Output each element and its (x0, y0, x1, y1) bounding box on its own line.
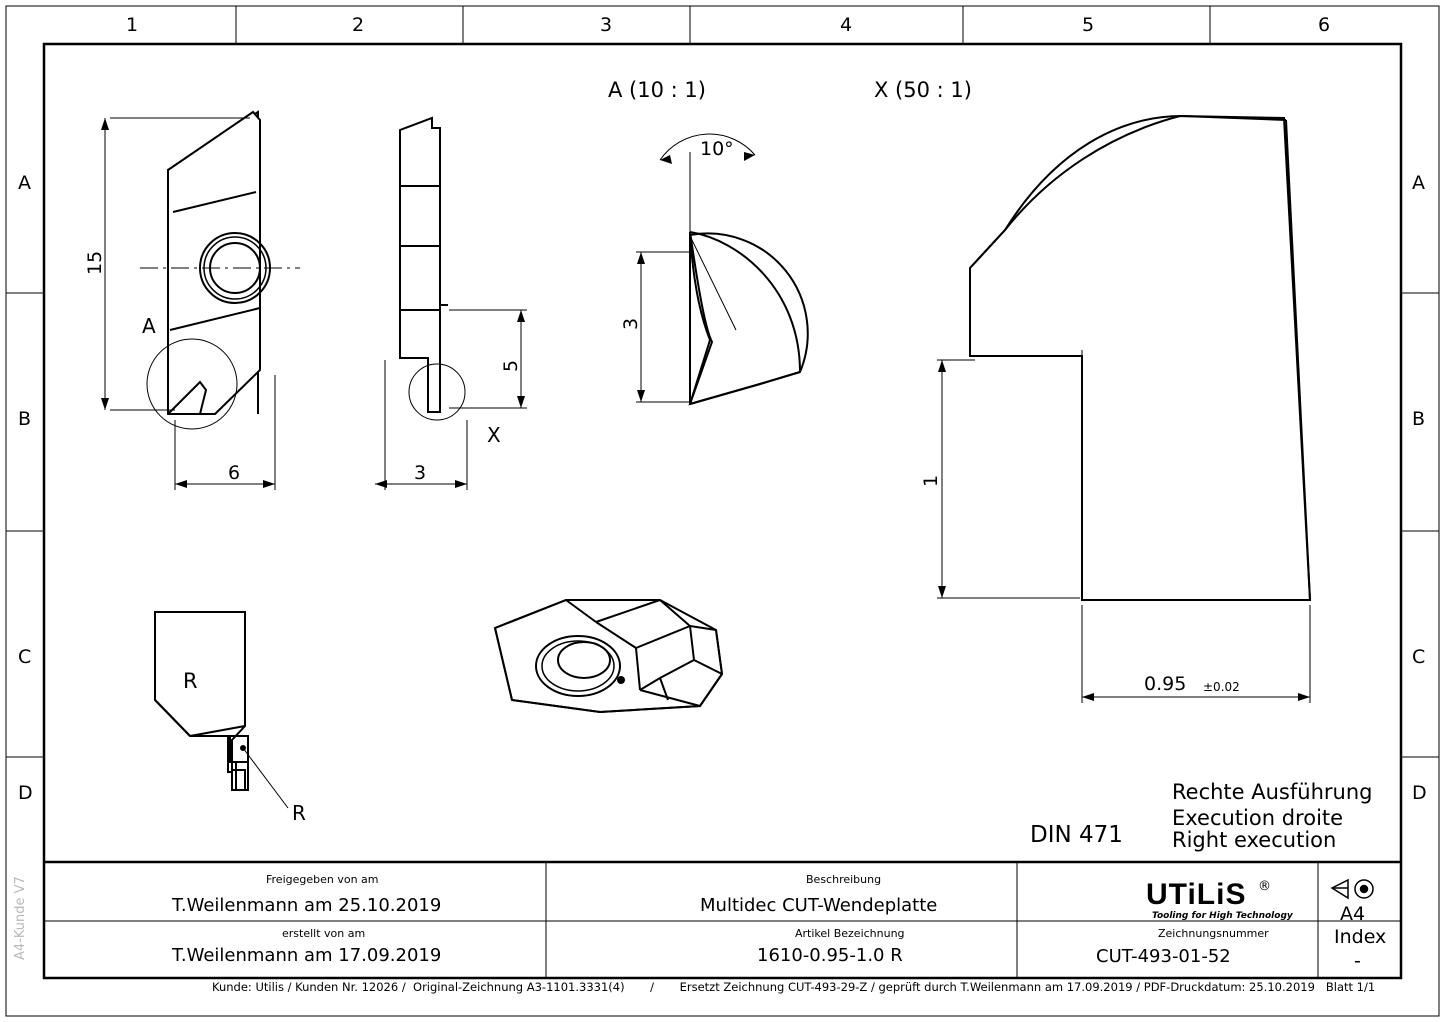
title-released-value: T.Weilenmann am 25.10.2019 (172, 895, 442, 916)
callout-label-x: X (487, 423, 501, 447)
zone-letter-a-right: A (1412, 172, 1425, 194)
detail-a-geometry (690, 232, 808, 404)
dim-text-6: 6 (228, 462, 241, 484)
dim-detail-3 (636, 252, 690, 402)
title-article-label: Artikel Bezeichnung (795, 927, 905, 940)
index-value: - (1354, 950, 1361, 972)
projection-symbol-icon (1332, 880, 1373, 898)
index-label: Index (1334, 926, 1387, 948)
sheet-margin-label: A4-Kunde V7 (13, 876, 28, 960)
dim-detail-1 (937, 360, 1080, 598)
view-corner-r (155, 612, 248, 790)
company-logo: UTiLiS (1146, 878, 1247, 911)
sheet-format: A4 (1340, 903, 1366, 925)
view-front-body (168, 112, 260, 414)
dim-text-angle-10: 10° (700, 138, 734, 160)
zone-number-3: 3 (600, 14, 613, 36)
note-execution-fr: Execution droite (1172, 806, 1344, 830)
callout-label-a: A (142, 314, 156, 338)
detail-x-geometry (970, 116, 1310, 600)
detail-label-x: X (50 : 1) (874, 78, 972, 102)
title-description-label: Beschreibung (806, 873, 882, 886)
company-registered-mark: ® (1258, 879, 1271, 894)
detail-label-a: A (10 : 1) (608, 78, 706, 102)
title-released-label: Freigegeben von am (266, 873, 379, 886)
dim-detail-095 (1082, 605, 1310, 703)
sheet-footer-text: Kunde: Utilis / Kunden Nr. 12026 / Original-Zeichnung A3-1101.3331(4) / Ersetzt Zeichnung CUT-493-29-Z / geprüft durch T.Weilenmann am 17.09.2019 / PDF-Druckdatum: 25.10.2019 Blatt 1/1 (212, 980, 1376, 994)
dim-text-15: 15 (84, 250, 106, 275)
zone-number-6: 6 (1318, 14, 1331, 36)
zone-number-4: 4 (840, 14, 853, 36)
note-execution-de: Rechte Ausführung (1172, 780, 1373, 804)
zone-number-2: 2 (352, 14, 365, 36)
dim-text-5: 5 (500, 359, 522, 372)
title-drawing-no-label: Zeichnungsnummer (1158, 927, 1269, 940)
title-article-value: 1610-0.95-1.0 R (757, 945, 903, 966)
zone-letter-b-left: B (18, 408, 32, 430)
title-created-value: T.Weilenmann am 17.09.2019 (172, 945, 442, 966)
zone-letter-d-right: D (1412, 782, 1427, 804)
zone-letter-b-right: B (1412, 408, 1426, 430)
company-tagline: Tooling for High Technology (1152, 911, 1293, 921)
callout-label-r: R (292, 801, 306, 825)
corner-label-r: R (183, 669, 198, 693)
dim-text-095-tolerance: ±0.02 (1203, 680, 1240, 694)
note-din: DIN 471 (1030, 822, 1123, 848)
title-drawing-no-value: CUT-493-01-52 (1096, 946, 1231, 967)
zone-letter-c-right: C (1412, 646, 1426, 668)
zone-letter-d-left: D (18, 782, 33, 804)
note-execution-en: Right execution (1172, 828, 1337, 852)
title-created-label: erstellt von am (282, 927, 366, 940)
dim-text-095: 0.95 (1144, 673, 1187, 695)
zone-number-5: 5 (1082, 14, 1095, 36)
dim-text-3: 3 (414, 462, 427, 484)
dim-text-detail-3: 3 (620, 317, 642, 330)
title-description-value: Multidec CUT-Wendeplatte (700, 895, 938, 916)
zone-letter-a-left: A (18, 172, 31, 194)
view-isometric (495, 600, 722, 712)
zone-letter-c-left: C (18, 646, 32, 668)
dim-text-detail-1: 1 (920, 474, 942, 487)
zone-number-1: 1 (126, 14, 139, 36)
